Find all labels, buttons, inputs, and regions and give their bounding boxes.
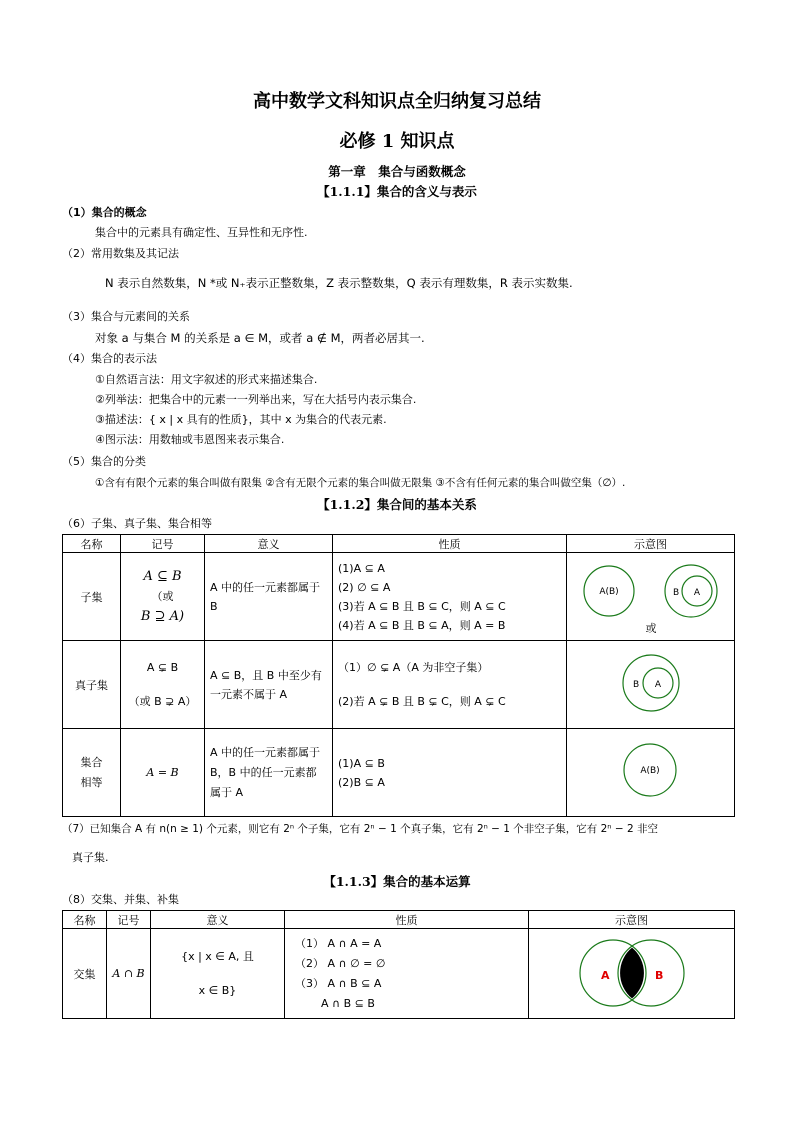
row-name: 集合相等 <box>63 729 121 817</box>
row-properties: (1)A ⊆ A (2) ∅ ⊆ A (3)若 A ⊆ B 且 B ⊆ C，则 A ⊆ C (4)若 A ⊆ B 且 B ⊆ A，则 A = B <box>333 553 567 641</box>
header-diagram: 示意图 <box>567 535 735 553</box>
row-diagram <box>567 641 735 729</box>
or-label: 或 <box>645 622 657 635</box>
table-header-row <box>63 911 735 929</box>
set-b-label: B <box>655 969 664 982</box>
subset-venn-diagram <box>567 553 735 637</box>
header-meaning: 意义 <box>205 535 333 553</box>
table-row-intersection <box>63 929 735 1019</box>
item-4-line-3: ③描述法：{ x | x 具有的性质}，其中 x 为集合的代表元素. <box>95 413 387 426</box>
item-3-text: 对象 a 与集合 M 的关系是 a ∈ M，或者 a ∉ M，两者必居其一. <box>95 331 425 345</box>
section-heading-1-1-1: 【1.1.1】集合的含义与表示 <box>317 184 477 199</box>
item-4-line-1: ①自然语言法：用文字叙述的形式来描述集合. <box>95 373 318 386</box>
row-symbol: A = B <box>121 729 205 817</box>
item-3-heading: （3）集合与元素间的关系 <box>62 310 190 323</box>
row-symbol: A ⊊ B （或 B ⊋ A） <box>121 641 205 729</box>
item-8-heading: （8）交集、并集、补集 <box>62 893 179 906</box>
header-properties: 性质 <box>333 535 567 553</box>
item-6-heading: （6）子集、真子集、集合相等 <box>62 517 212 530</box>
header-name: 名称 <box>63 535 121 553</box>
item-4-heading: （4）集合的表示法 <box>62 352 157 365</box>
item-2-text: N 表示自然数集，N *或 N₊表示正整数集，Z 表示整数集，Q 表示有理数集，R 表示实数集. <box>105 276 573 290</box>
row-properties: (1)A ⊆ B (2)B ⊆ A <box>333 729 567 817</box>
row-diagram <box>567 553 735 641</box>
inner-set-label: A <box>693 588 701 598</box>
header-name: 名称 <box>63 911 107 929</box>
header-meaning: 意义 <box>151 911 285 929</box>
item-2-heading: （2）常用数集及其记法 <box>62 247 179 260</box>
header-diagram: 示意图 <box>529 911 735 929</box>
row-diagram <box>529 929 735 1019</box>
row-meaning: A 中的任一元素都属于 B <box>205 553 333 641</box>
item-7-line-1: （7）已知集合 A 有 n(n ≥ 1) 个元素，则它有 2ⁿ 个子集，它有 2ⁿ − 1 个真子集，它有 2ⁿ − 1 个非空子集，它有 2ⁿ − 2 非空 <box>62 823 658 835</box>
set-ab-label: A(B) <box>640 766 660 776</box>
page-title: 高中数学文科知识点全归纳复习总结 <box>253 91 541 112</box>
row-properties: （1）∅ ⊊ A（A 为非空子集） (2)若 A ⊊ B 且 B ⊊ C，则 A ⊊ C <box>333 641 567 729</box>
set-a-label: A <box>601 969 610 982</box>
page-subtitle: 必修 1 知识点 <box>339 131 455 152</box>
inner-set-label: A <box>654 680 662 690</box>
header-properties: 性质 <box>285 911 529 929</box>
table-row-proper-subset <box>63 641 735 729</box>
outer-set-label: B <box>633 680 640 690</box>
item-1-text: 集合中的元素具有确定性、互异性和无序性. <box>95 226 308 239</box>
chapter-heading: 第一章 集合与函数概念 <box>328 164 466 179</box>
row-symbol: A ⊆ B （或 B ⊇ A) <box>121 553 205 641</box>
table-row-equal <box>63 729 735 817</box>
outer-set-circle <box>623 655 679 711</box>
item-5-text: ①含有有限个元素的集合叫做有限集 ②含有无限个元素的集合叫做无限集 ③不含有任何元素的集合叫做空集（∅）. <box>95 477 626 489</box>
header-symbol: 记号 <box>107 911 151 929</box>
item-7-line-2: 真子集. <box>72 851 109 864</box>
table-header-row <box>63 535 735 553</box>
intersection-venn-diagram <box>529 929 735 1015</box>
item-1-heading: （1）集合的概念 <box>62 206 147 219</box>
equal-sets-venn-diagram <box>567 729 735 813</box>
row-name: 交集 <box>63 929 107 1019</box>
outer-set-label: B <box>673 588 680 598</box>
operations-table <box>62 910 735 1019</box>
item-5-heading: （5）集合的分类 <box>62 455 146 468</box>
relations-table <box>62 534 735 817</box>
item-4-line-4: ④图示法：用数轴或韦恩图来表示集合. <box>95 433 285 446</box>
row-meaning: {x | x ∈ A, 且 x ∈ B} <box>151 929 285 1019</box>
row-meaning: A 中的任一元素都属于 B，B 中的任一元素都属于 A <box>205 729 333 817</box>
table-row-subset <box>63 553 735 641</box>
row-symbol: A ∩ B <box>107 929 151 1019</box>
row-name: 子集 <box>63 553 121 641</box>
section-heading-1-1-2: 【1.1.2】集合间的基本关系 <box>317 497 477 512</box>
section-heading-1-1-3: 【1.1.3】集合的基本运算 <box>323 874 471 889</box>
item-4-line-2: ②列举法：把集合中的元素一一列举出来，写在大括号内表示集合. <box>95 393 417 406</box>
set-ab-label: A(B) <box>599 587 619 597</box>
row-name: 真子集 <box>63 641 121 729</box>
proper-subset-venn-diagram <box>567 641 735 725</box>
row-diagram <box>567 729 735 817</box>
row-properties: （1） A ∩ A = A （2） A ∩ ∅ = ∅ （3） A ∩ B ⊆ A A ∩ B ⊆ B <box>285 929 529 1019</box>
row-meaning: A ⊆ B，且 B 中至少有一元素不属于 A <box>205 641 333 729</box>
header-symbol: 记号 <box>121 535 205 553</box>
